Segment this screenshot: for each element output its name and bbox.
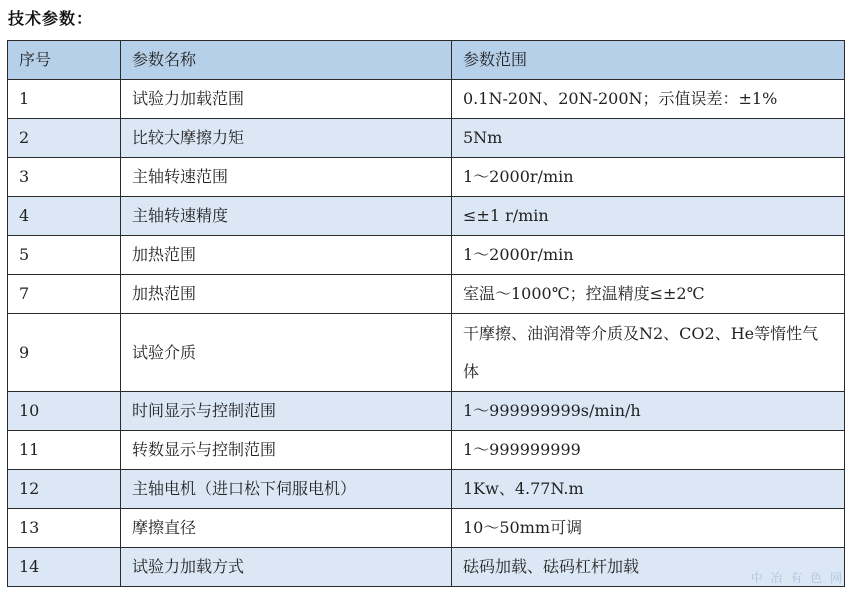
row-param-name: 比较大摩擦力矩: [121, 119, 452, 158]
table-row: [8, 431, 845, 470]
section-heading: 技术参数：: [8, 9, 94, 28]
row-param-name: 时间显示与控制范围: [121, 392, 452, 431]
row-param-range: 1～2000r/min: [452, 236, 845, 275]
row-index: 13: [8, 509, 121, 548]
row-param-name: 主轴转速精度: [121, 197, 452, 236]
table-row: [8, 314, 845, 392]
row-param-range: 0.1N-20N、20N-200N；示值误差：±1%: [452, 80, 845, 119]
row-index: 9: [8, 314, 121, 392]
row-param-name: 试验介质: [121, 314, 452, 392]
row-param-name: 试验力加载方式: [121, 548, 452, 587]
row-param-name: 加热范围: [121, 275, 452, 314]
row-param-range: 1～2000r/min: [452, 158, 845, 197]
row-param-range: ≤±1 r/min: [452, 197, 845, 236]
row-param-range: 干摩擦、油润滑等介质及N2、CO2、He等惰性气体: [452, 314, 845, 392]
row-index: 5: [8, 236, 121, 275]
header-param-range: 参数范围: [452, 41, 845, 80]
header-index: 序号: [8, 41, 121, 80]
watermark: 中 冶 有 色 网: [750, 571, 844, 585]
row-param-range: 砝码加载、砝码杠杆加载: [452, 548, 845, 587]
row-index: 1: [8, 80, 121, 119]
row-index: 7: [8, 275, 121, 314]
table-row: [8, 548, 845, 587]
table-row: [8, 119, 845, 158]
row-index: 3: [8, 158, 121, 197]
row-index: 12: [8, 470, 121, 509]
row-param-name: 转数显示与控制范围: [121, 431, 452, 470]
table-row: [8, 470, 845, 509]
row-index: 4: [8, 197, 121, 236]
row-param-name: 摩擦直径: [121, 509, 452, 548]
row-param-range: 1～999999999: [452, 431, 845, 470]
row-index: 11: [8, 431, 121, 470]
row-param-range: 5Nm: [452, 119, 845, 158]
row-index: 2: [8, 119, 121, 158]
row-param-name: 主轴电机（进口松下伺服电机）: [121, 470, 452, 509]
table-row: [8, 392, 845, 431]
row-param-range: 1～999999999s/min/h: [452, 392, 845, 431]
row-param-range: 室温～1000℃；控温精度≤±2℃: [452, 275, 845, 314]
table-row: [8, 509, 845, 548]
table-header-row: [8, 41, 845, 80]
row-index: 10: [8, 392, 121, 431]
row-param-name: 主轴转速范围: [121, 158, 452, 197]
table-row: [8, 80, 845, 119]
row-param-range: 10～50mm可调: [452, 509, 845, 548]
table-row: [8, 197, 845, 236]
table-row: [8, 236, 845, 275]
row-param-name: 加热范围: [121, 236, 452, 275]
header-param-name: 参数名称: [121, 41, 452, 80]
row-index: 14: [8, 548, 121, 587]
parameters-table: [7, 40, 845, 587]
row-param-range: 1Kw、4.77N.m: [452, 470, 845, 509]
table-row: [8, 158, 845, 197]
table-row: [8, 275, 845, 314]
row-param-name: 试验力加载范围: [121, 80, 452, 119]
